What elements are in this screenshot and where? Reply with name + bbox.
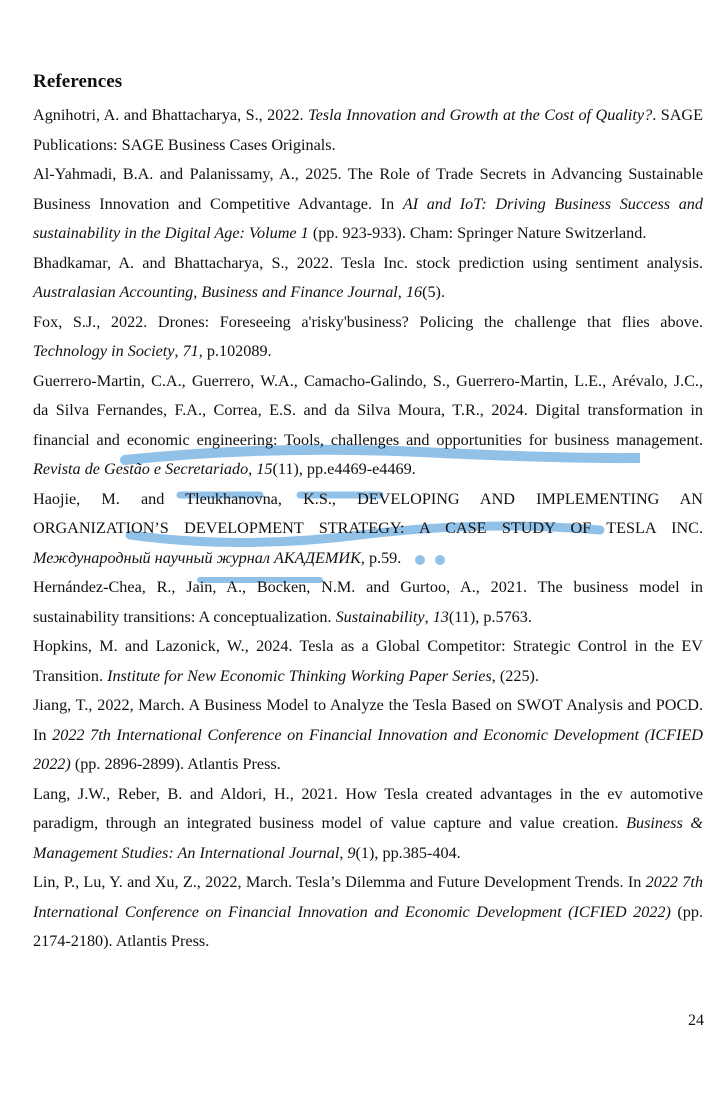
reference-entry: Haojie, M. and Tleukhanovna, K.S., DEVELOPING AND IMPLEMENTING AN ORGANIZATION’S DEVELOPMENT STRATEGY: A CASE STUDY OF TESLA INC. Международный научный журнал АКАДЕМИК, p.59. (33, 489, 703, 567)
reference-entry: Hernández-Chea, R., Jain, A., Bocken, N.M. and Gurtoo, A., 2021. The business model in sustainability transitions: A conceptualization. Sustainability, 13(11), p.5763. (33, 578, 703, 626)
reference-entry: Hopkins, M. and Lazonick, W., 2024. Tesla as a Global Competitor: Strategic Control in the EV Transition. Institute for New Economic Thinking Working Paper Series, (225). (33, 637, 703, 685)
reference-list (33, 101, 703, 957)
references-heading: References (33, 71, 123, 92)
reference-entry: Lang, J.W., Reber, B. and Aldori, H., 2021. How Tesla created advantages in the ev automotive paradigm, through an integrated business model of value capture and value creation. Business & Management Studies: An International Journal, 9(1), pp.385-404. (33, 784, 703, 862)
reference-entry: Jiang, T., 2022, March. A Business Model to Analyze the Tesla Based on SWOT Analysis and POCD. In 2022 7th International Conference on Financial Innovation and Economic Development (ICFIED 2022) (pp. 2896-2899). Atlantis Press. (33, 696, 704, 773)
reference-entry: Fox, S.J., 2022. Drones: Foreseeing a'risky'business? Policing the challenge that flies above. Technology in Society, 71, p.102089. (33, 312, 703, 360)
reference-entry: Bhadkamar, A. and Bhattacharya, S., 2022. Tesla Inc. stock prediction using sentiment analysis. Australasian Accounting, Business and Finance Journal, 16(5). (33, 253, 703, 301)
reference-entry: Al-Yahmadi, B.A. and Palanissamy, A., 2025. The Role of Trade Secrets in Advancing Sustainable Business Innovation and Competitive Advantage. In AI and IoT: Driving Business Success and sustainability in the Digital Age: Volume 1 (pp. 923-933). Cham: Springer Nature Switzerland. (33, 165, 703, 242)
page-number: 24 (688, 1012, 704, 1029)
reference-entry: Agnihotri, A. and Bhattacharya, S., 2022. Tesla Innovation and Growth at the Cost of Quality?. SAGE Publications: SAGE Business Cases Originals. (33, 106, 703, 154)
reference-entry: Guerrero-Martin, C.A., Guerrero, W.A., Camacho-Galindo, S., Guerrero-Martin, L.E., Arévalo, J.C., da Silva Fernandes, F.A., Correa, E.S. and da Silva Moura, T.R., 2024. Digital transformation in financial and economic engineering: Tools, challenges and opportunities for business management. Revista de Gestão e Secretariado, 15(11), pp.e4469-e4469. (33, 371, 703, 478)
reference-entry: Lin, P., Lu, Y. and Xu, Z., 2022, March. Tesla’s Dilemma and Future Development Trends. In 2022 7th International Conference on Financial Innovation and Economic Development (ICFIED 2022) (pp. 2174-2180). Atlantis Press. (33, 873, 704, 950)
